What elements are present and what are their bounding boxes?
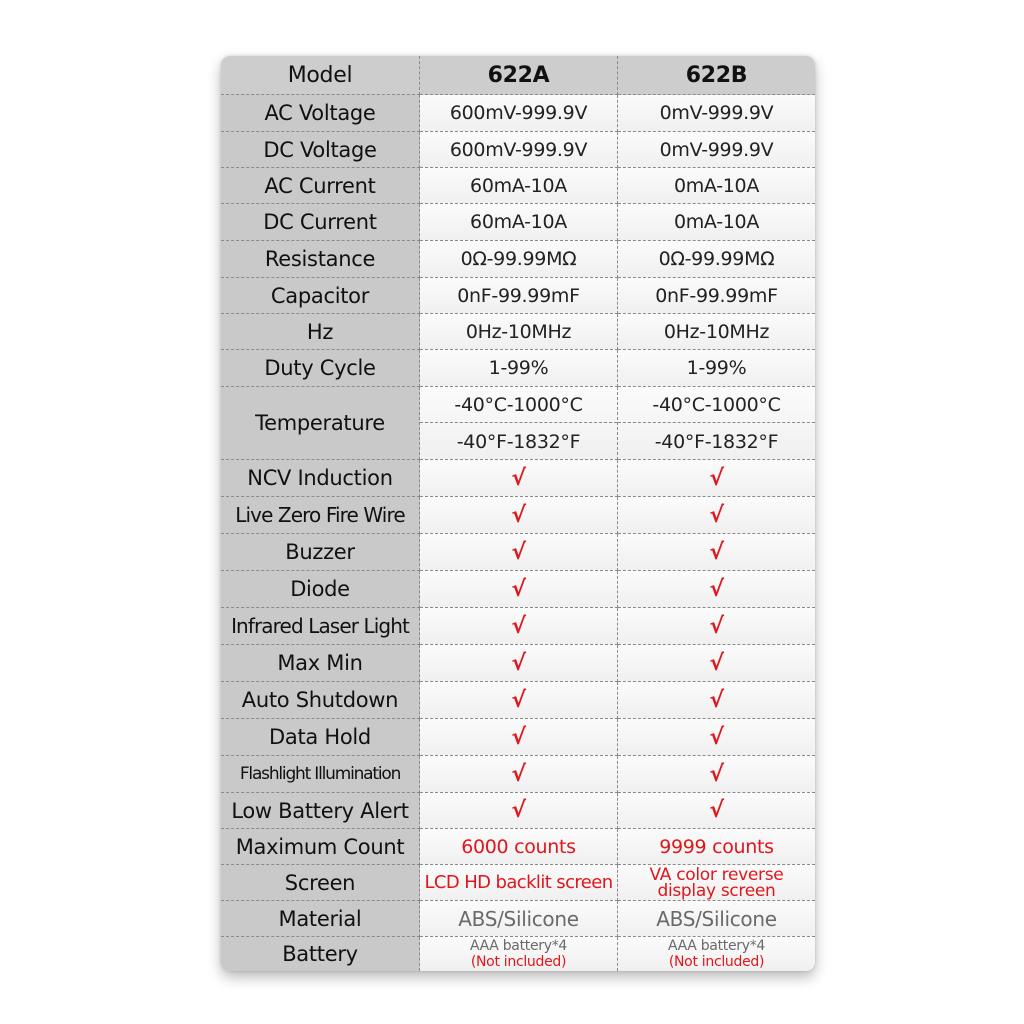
check-icon: √ bbox=[618, 571, 815, 608]
row-label: Low Battery Alert bbox=[221, 793, 420, 829]
battery-622b-note: (Not included) bbox=[668, 954, 765, 970]
table-row bbox=[221, 793, 815, 829]
row-label: Live Zero Fire Wire bbox=[221, 497, 420, 534]
check-icon: √ bbox=[420, 645, 618, 682]
value-622a: 60mA-10A bbox=[420, 204, 618, 241]
table-row bbox=[221, 204, 815, 241]
table-row bbox=[221, 314, 815, 350]
table-row bbox=[221, 350, 815, 387]
row-label: Duty Cycle bbox=[221, 350, 420, 387]
row-label: Material bbox=[221, 901, 420, 937]
check-icon: √ bbox=[618, 497, 815, 534]
row-label: Infrared Laser Light bbox=[221, 608, 420, 645]
row-label: Screen bbox=[221, 865, 420, 901]
table-row bbox=[221, 168, 815, 204]
check-icon: √ bbox=[618, 460, 815, 497]
table-row bbox=[221, 756, 815, 793]
max-count-622b: 9999 counts bbox=[618, 829, 815, 865]
model-622a-header: 622A bbox=[420, 56, 618, 95]
check-icon: √ bbox=[420, 756, 618, 793]
temperature-622b bbox=[618, 387, 815, 460]
model-header: Model bbox=[221, 56, 420, 95]
value-622a: 1-99% bbox=[420, 350, 618, 387]
battery-622b-type: AAA battery*4 bbox=[667, 938, 766, 954]
check-icon: √ bbox=[618, 534, 815, 571]
check-icon: √ bbox=[420, 793, 618, 829]
value-622b: 0Hz-10MHz bbox=[618, 314, 815, 350]
battery-622a bbox=[420, 937, 618, 971]
check-icon: √ bbox=[618, 756, 815, 793]
check-icon: √ bbox=[618, 682, 815, 719]
table-row bbox=[221, 608, 815, 645]
check-icon: √ bbox=[618, 608, 815, 645]
screen-622b-line1: VA color reverse bbox=[649, 864, 784, 885]
row-label: NCV Induction bbox=[221, 460, 420, 497]
max-count-row bbox=[221, 829, 815, 865]
row-label: Data Hold bbox=[221, 719, 420, 756]
row-label: DC Voltage bbox=[221, 132, 420, 168]
screen-row bbox=[221, 865, 815, 901]
value-622a: 0nF-99.99mF bbox=[420, 278, 618, 314]
table-row bbox=[221, 534, 815, 571]
material-622a: ABS/Silicone bbox=[420, 901, 618, 937]
value-622b: 0mA-10A bbox=[618, 168, 815, 204]
spec-table bbox=[221, 56, 815, 971]
check-icon: √ bbox=[618, 645, 815, 682]
row-label: Hz bbox=[221, 314, 420, 350]
check-icon: √ bbox=[420, 719, 618, 756]
table-row bbox=[221, 278, 815, 314]
table-row bbox=[221, 241, 815, 278]
value-622b: 0mV-999.9V bbox=[618, 132, 815, 168]
value-622a: 600mV-999.9V bbox=[420, 95, 618, 132]
table-row bbox=[221, 645, 815, 682]
battery-622a-note: (Not included) bbox=[470, 954, 567, 970]
table-row bbox=[221, 95, 815, 132]
check-icon: √ bbox=[420, 460, 618, 497]
value-622a: 60mA-10A bbox=[420, 168, 618, 204]
battery-622b bbox=[618, 937, 815, 971]
material-622b: ABS/Silicone bbox=[618, 901, 815, 937]
header-row bbox=[221, 56, 815, 95]
table-row bbox=[221, 571, 815, 608]
check-icon: √ bbox=[420, 682, 618, 719]
value-622a: 0Hz-10MHz bbox=[420, 314, 618, 350]
material-row bbox=[221, 901, 815, 937]
value-622b: 0Ω-99.99MΩ bbox=[618, 241, 815, 278]
check-icon: √ bbox=[420, 608, 618, 645]
temperature-fahrenheit-622a: -40°F-1832°F bbox=[456, 430, 581, 453]
row-label: Max Min bbox=[221, 645, 420, 682]
temperature-celsius-622b: -40°C-1000°C bbox=[618, 387, 815, 423]
check-icon: √ bbox=[420, 571, 618, 608]
row-label: Capacitor bbox=[221, 278, 420, 314]
check-icon: √ bbox=[618, 793, 815, 829]
row-label: AC Current bbox=[221, 168, 420, 204]
battery-622a-type: AAA battery*4 bbox=[469, 938, 568, 954]
screen-622b bbox=[618, 865, 815, 901]
check-icon: √ bbox=[618, 719, 815, 756]
temperature-fahrenheit-622b: -40°F-1832°F bbox=[654, 430, 779, 453]
row-label: Flashlight Illumination bbox=[221, 756, 420, 793]
row-label: Diode bbox=[221, 571, 420, 608]
table-row bbox=[221, 460, 815, 497]
temperature-row bbox=[221, 387, 815, 460]
spec-comparison-card bbox=[221, 56, 815, 971]
value-622b: 0mV-999.9V bbox=[618, 95, 815, 132]
screen-622b-line2: display screen bbox=[657, 880, 776, 901]
screen-622a: LCD HD backlit screen bbox=[420, 865, 618, 901]
table-row bbox=[221, 719, 815, 756]
row-label: Battery bbox=[221, 937, 420, 971]
check-icon: √ bbox=[420, 534, 618, 571]
max-count-622a: 6000 counts bbox=[420, 829, 618, 865]
row-label: Resistance bbox=[221, 241, 420, 278]
battery-row bbox=[221, 937, 815, 971]
row-label: DC Current bbox=[221, 204, 420, 241]
row-label: Auto Shutdown bbox=[221, 682, 420, 719]
table-row bbox=[221, 132, 815, 168]
value-622b: 0mA-10A bbox=[618, 204, 815, 241]
model-622b-header: 622B bbox=[618, 56, 815, 95]
row-label: Temperature bbox=[221, 387, 420, 460]
value-622b: 0nF-99.99mF bbox=[618, 278, 815, 314]
temperature-622a bbox=[420, 387, 618, 460]
row-label: AC Voltage bbox=[221, 95, 420, 132]
row-label: Maximum Count bbox=[221, 829, 420, 865]
table-row bbox=[221, 497, 815, 534]
row-label: Buzzer bbox=[221, 534, 420, 571]
check-icon: √ bbox=[420, 497, 618, 534]
value-622a: 600mV-999.9V bbox=[420, 132, 618, 168]
value-622b: 1-99% bbox=[618, 350, 815, 387]
table-row bbox=[221, 682, 815, 719]
value-622a: 0Ω-99.99MΩ bbox=[420, 241, 618, 278]
temperature-celsius-622a: -40°C-1000°C bbox=[420, 387, 617, 423]
